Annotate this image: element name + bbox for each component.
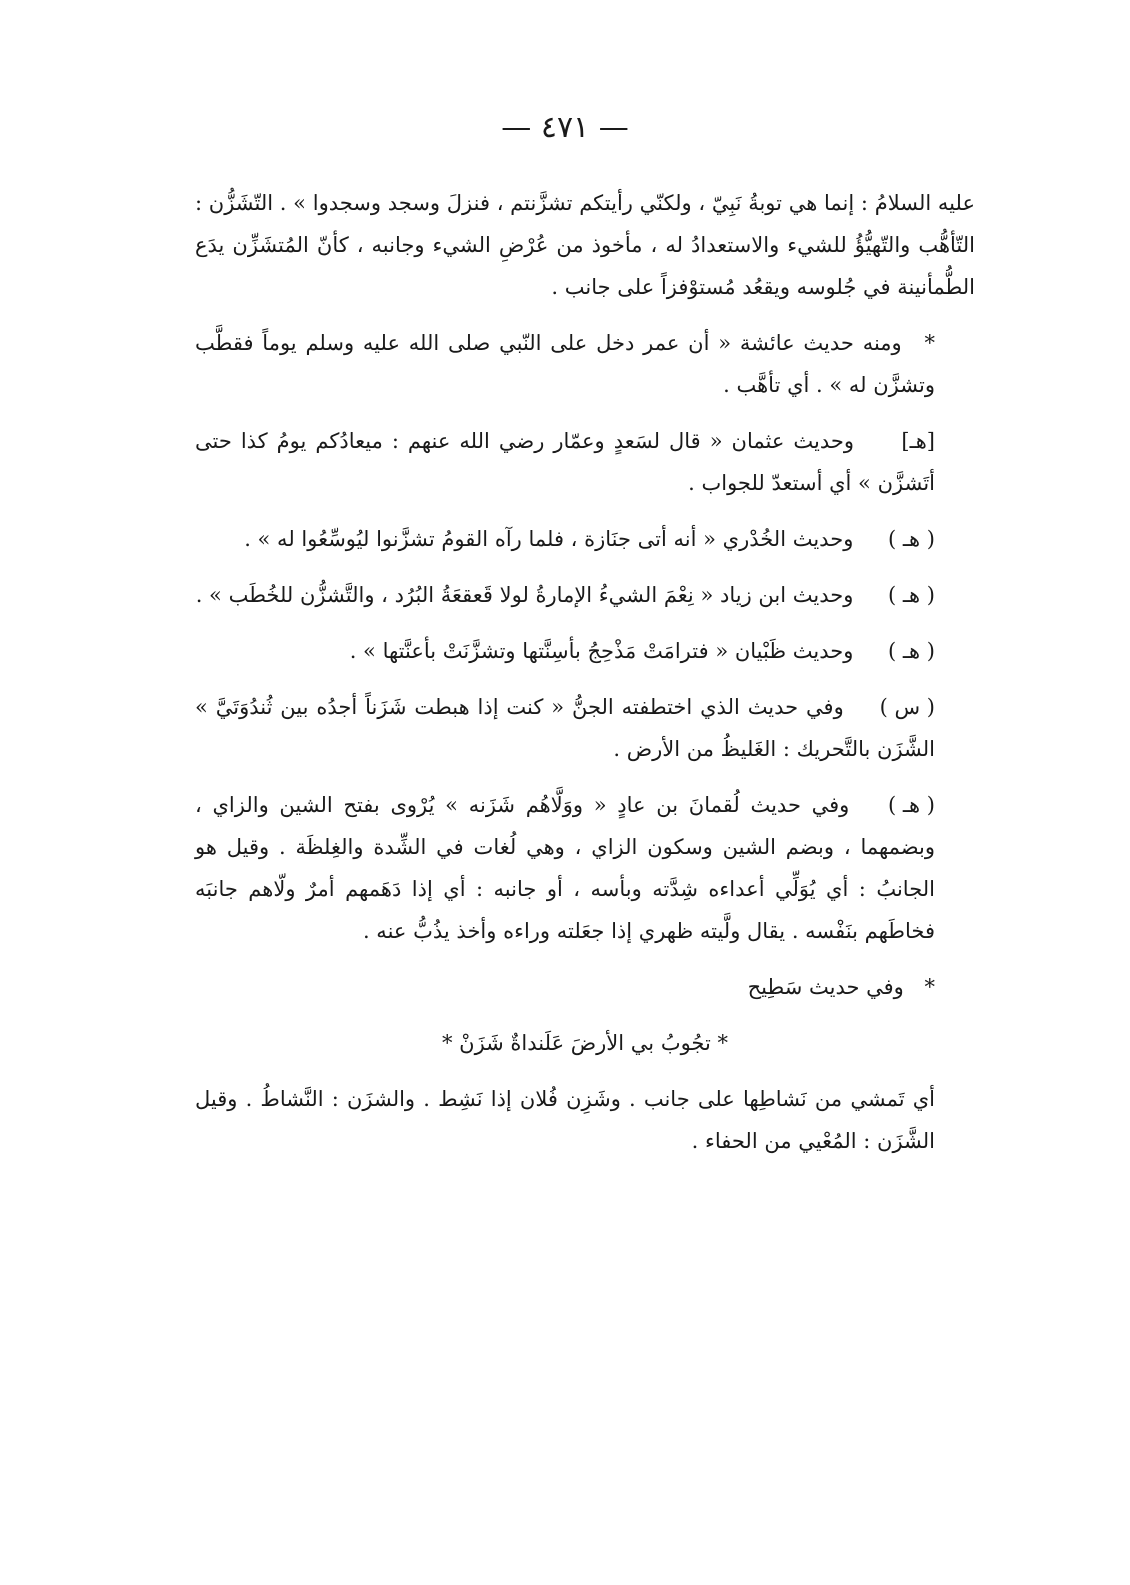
paragraph-6-text: وحديث ظَبْيان « فترامَتْ مَذْحِجُ بأسِنَّتها وتشزَّنَتْ بأعنَّتها » . xyxy=(349,639,854,663)
entry-marker-h: ( هـ ) xyxy=(888,639,935,663)
verse-line: * تجُوبُ بي الأرضَ عَلَنداةٌ شَزَنْ * xyxy=(441,1031,729,1055)
entry-marker-bracket-h: [هـ] xyxy=(901,429,935,453)
paragraph-1: عليه السلامُ : إنما هي توبةُ نَبِيّ ، ولكنّي رأيتكم تشزَّنتم ، فنزلَ وسجد وسجدوا » . التّشَزُّن : التّأهُّب والتّهيُّؤُ للشيء والاستعدادُ له ، مأخوذ من عُرْضِ الشيء وجانبه ، كأنّ المُتشَزِّن يدَع الطُّمأنينة في جُلوسه ويقعُد مُستوْفزاً على جانب . xyxy=(195,191,975,299)
star-marker: * xyxy=(924,331,935,355)
entry-marker-h: ( هـ ) xyxy=(888,527,935,551)
paragraph-6 xyxy=(195,630,975,672)
paragraph-8 xyxy=(195,784,975,952)
entry-marker-h: ( هـ ) xyxy=(888,583,935,607)
paragraph-9 xyxy=(195,966,975,1008)
paragraph-5-text: وحديث ابن زياد « نِعْمَ الشيءُ الإمارةُ لولا قَعقعَةُ البُرُد ، والتَّشزُّن للخُطَب » . xyxy=(195,583,854,607)
paragraph-2 xyxy=(195,322,975,406)
paragraph-3-text: وحديث عثمان « قال لسَعدٍ وعمّار رضي الله عنهم : ميعادُكم يومُ كذا حتى أتَشزَّن » أي أستعدّ للجواب . xyxy=(195,429,935,495)
paragraph-10: أي تَمشي من نَشاطِها على جانب . وشَزِن فُلان إذا نَشِط . والشزَن : النَّشاطُ . وقيل الشَّزَن : المُعْيي من الحفاء . xyxy=(195,1087,935,1153)
paragraph-7-text: وفي حديث الذي اختطفته الجنُّ « كنت إذا هبطت شَزَناً أجدُه بين ثُندُوَتَيَّ » الشَّزَن بالتَّحريك : الغَليظُ من الأرض . xyxy=(195,695,935,761)
entry-marker-h: ( هـ ) xyxy=(888,793,935,817)
paragraph-4-text: وحديث الخُدْري « أنه أتى جنَازة ، فلما رآه القومُ تشزَّنوا ليُوسِّعُوا له » . xyxy=(244,527,854,551)
page-body xyxy=(195,182,975,1176)
paragraph-5 xyxy=(195,574,975,616)
paragraph-8-text: وفي حديث لُقمانَ بن عادٍ « ووَلَّاهُم شَزَنه » يُرْوى بفتح الشين والزاي ، وبضمهما ، وبضم الشين وسكون الزاي ، وهي لُغات في الشِّدة والغِلظَة . وقيل هو الجانبُ : أي يُوَلِّي أعداءه شِدَّته وبأسه ، أو جانبه : أي إذا دَهَمهم أمرٌ ولّاهم جانبَه فخاطَهم بنَفْسه . يقال ولَّيته ظهري إذا جعَلته وراءه وأخذ يذُبُّ عنه . xyxy=(195,793,935,943)
page-number: — ٤٧١ — xyxy=(501,110,629,145)
paragraph-9-text: وفي حديث سَطِيح xyxy=(747,975,904,999)
paragraph-4 xyxy=(195,518,975,560)
entry-marker-s: ( س ) xyxy=(879,695,935,719)
paragraph-2-text: ومنه حديث عائشة « أن عمر دخل على النّبي صلى الله عليه وسلم يوماً فقطَّب وتشزَّن له » . أي تأهَّب . xyxy=(195,331,935,397)
star-marker: * xyxy=(924,975,935,999)
paragraph-3 xyxy=(195,420,975,504)
paragraph-7 xyxy=(195,686,975,770)
